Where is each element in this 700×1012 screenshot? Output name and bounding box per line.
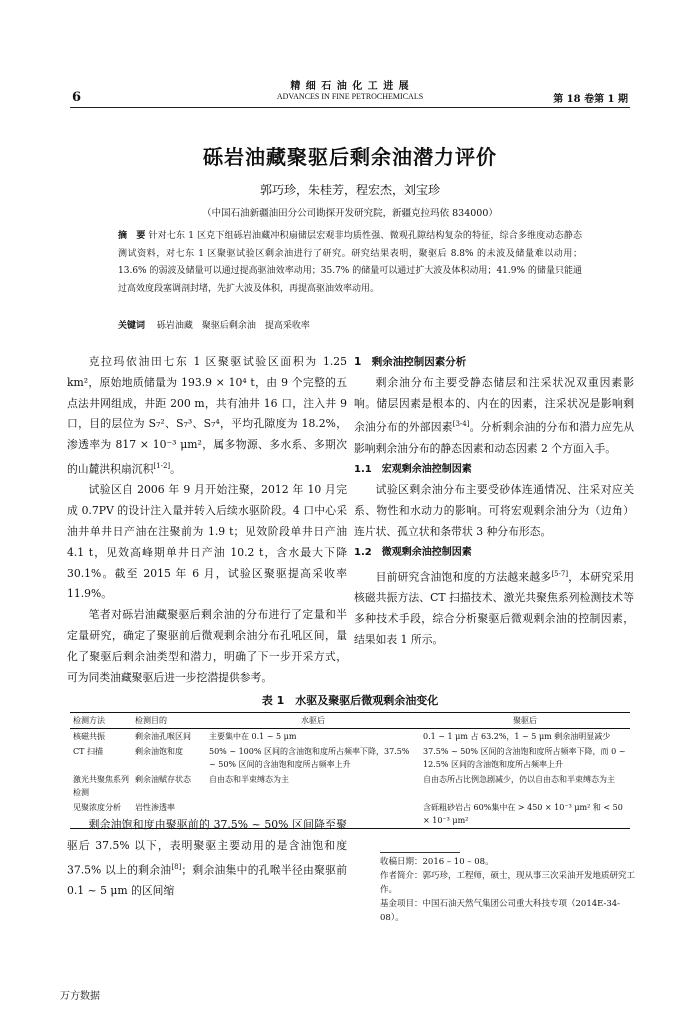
- section-heading-1: 1 剩余油控制因素分析: [354, 356, 467, 368]
- section-1-1-paragraph: 试验区剩余油分布主要受砂体连通情况、注采对应关系、物性和水动力的影响。可将宏观剩余油分为（边角）连片状、孤立状和条带状 3 种分布形态。: [354, 483, 634, 538]
- table-row: [70, 729, 630, 745]
- header-rule: [70, 107, 630, 108]
- citation: [5-7]: [551, 568, 569, 578]
- affiliation: （中国石油新疆油田分公司勘探开发研究院，新疆克拉玛依 834000）: [202, 208, 498, 219]
- table-cell: 主要集中在 0.1 ~ 5 μm: [209, 732, 297, 741]
- table-cell: 剩余油赋存状态: [135, 775, 191, 784]
- table-header-row: [70, 713, 630, 729]
- table-cell: 岩性渗透率: [135, 803, 175, 812]
- table-header-cell: 检测方法: [73, 716, 105, 725]
- continuation-column: [67, 815, 347, 902]
- citation: [3-4]: [452, 419, 470, 429]
- table-cell: 见聚浓度分析: [73, 803, 121, 812]
- footnote-rule: [380, 852, 460, 853]
- watermark-text: 万方数据: [60, 991, 100, 1002]
- footnote: [380, 855, 636, 925]
- table-cell: 激光共聚焦系列检测: [73, 775, 129, 797]
- table-header-cell: 检测目的: [135, 716, 167, 725]
- table-header-cell: 聚驱后: [513, 716, 537, 725]
- received-date: 收稿日期：2016 – 10 – 08。: [380, 857, 494, 867]
- authors: 郭巧珍，朱桂芳，程宏杰，刘宝珍: [259, 183, 440, 197]
- continuation-paragraph: 剩余油饱和度由聚驱前的 37.5% ~ 50% 区间降至聚驱后 37.5% 以下，表明聚驱主要动用的是含油饱和度 37.5% 以上的剩余油[8]；剩余油集中的孔喉半径由聚驱前 0.1 ~ 5 μm 的区间缩: [67, 818, 347, 897]
- results-table: [70, 712, 630, 829]
- paper-title: 砾岩油藏聚驱后剩余油潜力评价: [203, 145, 497, 169]
- abstract-label: 摘 要: [118, 231, 146, 241]
- table-cell: 剩余油孔喉区间: [135, 732, 191, 741]
- fund-info: 基金项目：中国石油天然气集团公司重大科技专项（2014E-34-08）。: [380, 899, 621, 923]
- table-cell: CT 扫描: [73, 747, 103, 756]
- keywords-label: 关键词: [118, 321, 146, 331]
- section-1-paragraph: 剩余油分布主要受静态储层和注采状况双重因素影响。储层因素是根本的、内在的因素，注采状况是影响剩余油分布的外部因素[3-4]。分析剩余油的分布和潜力应先从影响剩余油分布的静态因素和动态因素 2 个方面入手。: [354, 375, 635, 455]
- section-heading-1-1: 1.1 宏观剩余油控制因素: [354, 463, 472, 475]
- intro-paragraph-3: 笔者对砾岩油藏聚驱后剩余油的分布进行了定量和半定量研究，确定了聚驱前后微观剩余油分布孔吼区间，量化了聚驱后剩余油类型和潜力，明确了下一步开采方式，可为同类油藏聚驱后进一步挖潜提供参考。: [67, 608, 347, 684]
- table-cell: 含砾粗砂岩占 60%集中在 > 450 × 10⁻³ μm² 和 < 50 × 10⁻³ μm²: [423, 803, 623, 825]
- table-cell: 50% ~ 100% 区间的含油饱和度所占频率下降，37.5% ~ 50% 区间的含油饱和度所占频率上升: [209, 747, 410, 769]
- citation: [8]: [171, 861, 182, 871]
- left-column: [67, 352, 347, 688]
- section-1-2-paragraph: 目前研究含油饱和度的方法越来越多[5-7]，本研究采用核磁共振方法、CT 扫描技术、激光共聚焦系列检测技术等多种技术手段，综合分析聚驱后微观剩余油的控制因素，结果如表 1 所示。: [354, 568, 635, 646]
- volume-issue: 第 18 卷第 1 期: [553, 94, 628, 105]
- table-cell: 37.5% ~ 50% 区间的含油饱和度所占频率下降，而 0 ~ 12.5% 区间的含油饱和度所占频率上升: [423, 747, 626, 769]
- journal-title-cn: 精 细 石 油 化 工 进 展: [290, 81, 410, 92]
- keywords-text: 砾岩油藏 聚驱后剩余油 提高采收率: [156, 321, 310, 331]
- table-cell: 自由态所占比例急剧减少，仍以自由态和半束缚态为主: [423, 775, 615, 784]
- section-heading-1-2: 1.2 微观剩余油控制因素: [354, 546, 472, 558]
- abstract: [118, 228, 582, 298]
- abstract-text: 针对七东 1 区克下组砾岩油藏冲积扇储层宏观非均质性强、微观孔隙结构复杂的特征，综合多维度动态静态测试资料，对七东 1 区聚驱试验区剩余油进行了研究。研究结果表明，聚驱后 8.8% 的未波及储量难以动用；13.6% 的弱波及储量可以通过提高驱油效率动用；35.7% 的储量可以通过扩大波及体积动用；41.9% 的储量只能通过高效度段塞调剖封堵，先扩大波及体积，再提高驱油效率动用。: [118, 231, 582, 294]
- table-cell: 剩余油饱和度: [135, 747, 183, 756]
- table-title: 表 1 水驱及聚驱后微观剩余油变化: [261, 694, 439, 707]
- table-cell: 核磁共振: [73, 732, 105, 741]
- intro-paragraph-1: 克拉玛依油田七东 1 区聚驱试验区面积为 1.25 km²，原始地质储量为 193.9 × 10⁴ t，由 9 个完整的五点法井网组成，井距 200 m，共有油井 16 口，注入井 9 口，目的层位为 S₇²、S₇³、S₇⁴，平均孔隙度为 18.2%，渗透率为 817 × 10⁻³ μm²，属多物源、多水系、多期次的山麓洪积扇沉积[1-2]。: [67, 355, 347, 476]
- keywords: [118, 318, 582, 331]
- table-cell: 0.1 ~ 1 μm 占 63.2%，1 ~ 5 μm 剩余油明显减少: [423, 732, 611, 741]
- table-row: [70, 744, 630, 772]
- table-header-cell: 水驱后: [301, 716, 325, 725]
- table-row: [70, 772, 630, 800]
- page-number: 6: [72, 90, 82, 105]
- journal-title-en: ADVANCES IN FINE PETROCHEMICALS: [276, 92, 424, 101]
- author-bio: 作者简介：郭巧珍，工程师，硕士，现从事三次采油开发地质研究工作。: [380, 871, 636, 895]
- table-cell: 自由态和半束缚态为主: [209, 775, 289, 784]
- right-column: [354, 352, 634, 650]
- intro-paragraph-2: 试验区自 2006 年 9 月开始注聚，2012 年 10 月完成 0.7PV 的设计注入量并转入后续水驱阶段。4 口中心采油井单井日产油在注聚前为 1.9 t；见效阶段单井日产油 4.1 t，见效高峰期单井日产油 10.2 t，含水最大下降 30.1%。截至 2015 年 6 月，试验区聚驱提高采收率 11.9%。: [67, 483, 347, 601]
- citation: [1-2]: [153, 460, 171, 470]
